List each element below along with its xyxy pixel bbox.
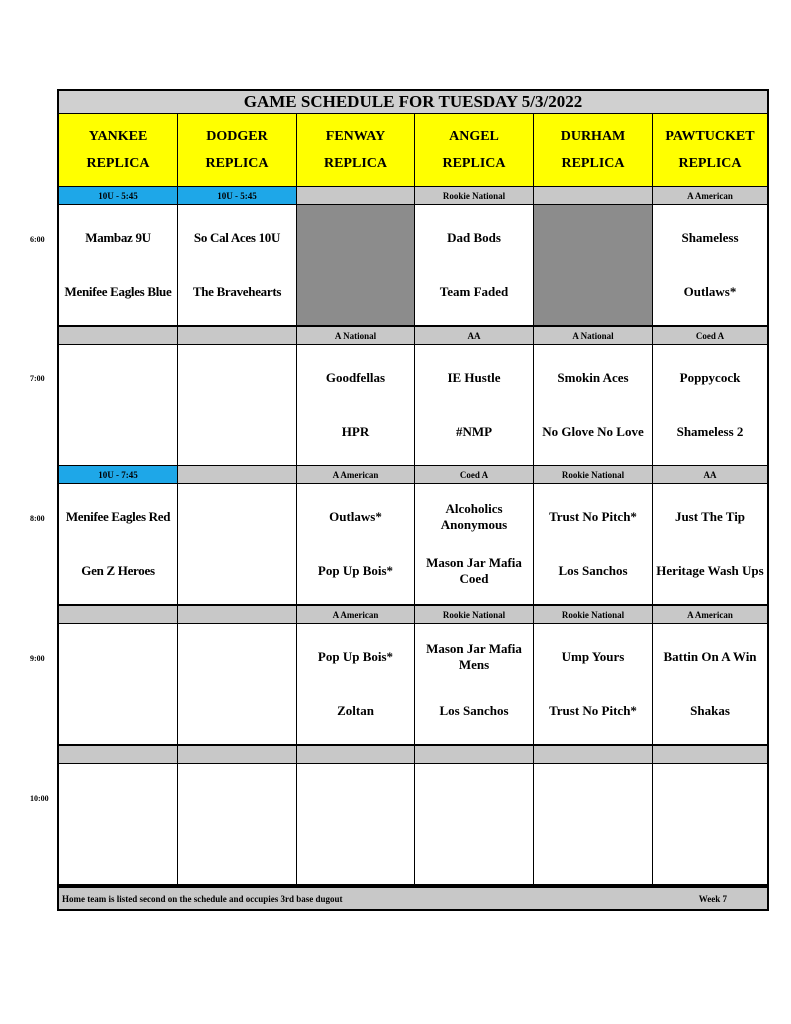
home-team: Shameless 2: [676, 424, 744, 439]
unavailable-slot: [297, 205, 414, 325]
field-subtitle: REPLICA: [561, 156, 625, 171]
field-name: YANKEE: [88, 129, 148, 144]
away-team: Outlaws*: [329, 509, 382, 524]
game-cell: [59, 764, 177, 884]
page-title: GAME SCHEDULE FOR TUESDAY 5/3/2022: [59, 91, 767, 113]
game-cell: [297, 764, 414, 884]
field-name: ANGEL: [449, 129, 499, 144]
game-cell: [534, 624, 652, 744]
division-label: AA: [415, 327, 533, 344]
home-team: Los Sanchos: [439, 703, 509, 718]
division-label: [59, 746, 177, 763]
home-team: No Glove No Love: [542, 424, 644, 439]
division-label: Rookie National: [415, 187, 533, 204]
field-header-yankee: [59, 114, 177, 186]
footer-note: Home team is listed second on the schedule and occupies 3rd base dugout: [62, 893, 343, 904]
division-label: [178, 327, 296, 344]
field-header-durham: [534, 114, 652, 186]
division-label: [59, 327, 177, 344]
game-cell: [415, 345, 533, 465]
game-cell: [59, 624, 177, 744]
division-label: Coed A: [415, 466, 533, 483]
away-team: Battin On A Win: [663, 649, 757, 664]
away-team: IE Hustle: [447, 370, 501, 385]
field-name: FENWAY: [325, 129, 386, 144]
game-cell: [415, 205, 533, 325]
division-label: Rookie National: [415, 606, 533, 623]
game-cell: [534, 764, 652, 884]
away-team: Just The Tip: [674, 509, 746, 524]
field-name: PAWTUCKET: [665, 129, 755, 144]
division-label: [653, 746, 767, 763]
game-cell: [297, 345, 414, 465]
game-cell: [653, 345, 767, 465]
schedule-sheet: [57, 89, 769, 911]
home-team: Menifee Eagles Blue: [64, 284, 172, 299]
home-team: Mason Jar Mafia Coed: [426, 555, 522, 586]
home-team: Gen Z Heroes: [81, 563, 155, 578]
field-name: DODGER: [206, 129, 268, 144]
field-subtitle: REPLICA: [86, 156, 150, 171]
home-team: Trust No Pitch*: [549, 703, 637, 718]
division-label: [534, 746, 652, 763]
home-team: HPR: [341, 424, 370, 439]
time-label: 9:00: [30, 654, 45, 663]
game-cell: [415, 764, 533, 884]
home-team: Pop Up Bois*: [317, 563, 394, 578]
division-label: [59, 606, 177, 623]
game-cell: [178, 764, 296, 884]
home-team: The Bravehearts: [192, 284, 282, 299]
time-label: 6:00: [30, 235, 45, 244]
division-label: AA: [653, 466, 767, 483]
away-team: Shameless: [681, 230, 739, 245]
game-cell: [653, 205, 767, 325]
division-label: A American: [297, 466, 414, 483]
time-label: 8:00: [30, 514, 45, 523]
unavailable-slot: [534, 205, 652, 325]
game-cell: [178, 345, 296, 465]
home-team: Heritage Wash Ups: [656, 563, 764, 578]
division-label: Rookie National: [534, 606, 652, 623]
away-team: Dad Bods: [447, 230, 501, 245]
game-cell: [178, 484, 296, 604]
game-cell: [297, 484, 414, 604]
time-label: 7:00: [30, 374, 45, 383]
field-subtitle: REPLICA: [205, 156, 269, 171]
away-team: Mambaz 9U: [85, 230, 151, 245]
footer-bar: [59, 888, 767, 909]
away-team: Poppycock: [679, 370, 741, 385]
time-label: 10:00: [30, 794, 49, 803]
away-team: Ump Yours: [561, 649, 625, 664]
division-label: [178, 466, 296, 483]
division-label: 10U - 5:45: [178, 187, 296, 204]
division-label: A National: [534, 327, 652, 344]
away-team: Trust No Pitch*: [549, 509, 637, 524]
division-label: [297, 746, 414, 763]
away-team: So Cal Aces 10U: [193, 230, 281, 245]
away-team: Goodfellas: [325, 370, 386, 385]
home-team: #NMP: [455, 424, 493, 439]
game-cell: [59, 345, 177, 465]
away-team: Mason Jar Mafia Mens: [426, 641, 522, 672]
division-label: A American: [653, 187, 767, 204]
home-team: Zoltan: [337, 703, 374, 718]
field-subtitle: REPLICA: [323, 156, 387, 171]
division-label: [178, 746, 296, 763]
field-header-fenway: [297, 114, 414, 186]
away-team: Menifee Eagles Red: [65, 509, 171, 524]
division-label: A American: [653, 606, 767, 623]
home-team: Los Sanchos: [558, 563, 628, 578]
game-cell: [178, 624, 296, 744]
game-cell: [534, 484, 652, 604]
division-label: A American: [297, 606, 414, 623]
field-header-dodger: [178, 114, 296, 186]
home-team: Shakas: [690, 703, 730, 718]
home-team: Team Faded: [439, 284, 509, 299]
game-cell: [59, 205, 177, 325]
away-team: Smokin Aces: [557, 370, 629, 385]
division-label: 10U - 7:45: [59, 466, 177, 483]
game-cell: [415, 624, 533, 744]
game-cell: [653, 624, 767, 744]
away-team: Pop Up Bois*: [317, 649, 394, 664]
field-subtitle: REPLICA: [442, 156, 506, 171]
game-cell: [534, 345, 652, 465]
game-cell: [178, 205, 296, 325]
division-label: [178, 606, 296, 623]
division-label: [297, 187, 414, 204]
game-cell: [415, 484, 533, 604]
home-team: Outlaws*: [683, 284, 737, 299]
division-label: 10U - 5:45: [59, 187, 177, 204]
game-cell: [297, 624, 414, 744]
game-cell: [59, 484, 177, 604]
division-label: Rookie National: [534, 466, 652, 483]
week-label: Week 7: [698, 893, 727, 904]
division-label: Coed A: [653, 327, 767, 344]
away-team: Alcoholics Anonymous: [440, 501, 508, 532]
field-header-angel: [415, 114, 533, 186]
division-label: [415, 746, 533, 763]
game-cell: [653, 484, 767, 604]
field-header-pawtucket: [653, 114, 767, 186]
division-label: A National: [297, 327, 414, 344]
field-subtitle: REPLICA: [678, 156, 742, 171]
field-name: DURHAM: [560, 129, 626, 144]
division-label: [534, 187, 652, 204]
game-cell: [653, 764, 767, 884]
